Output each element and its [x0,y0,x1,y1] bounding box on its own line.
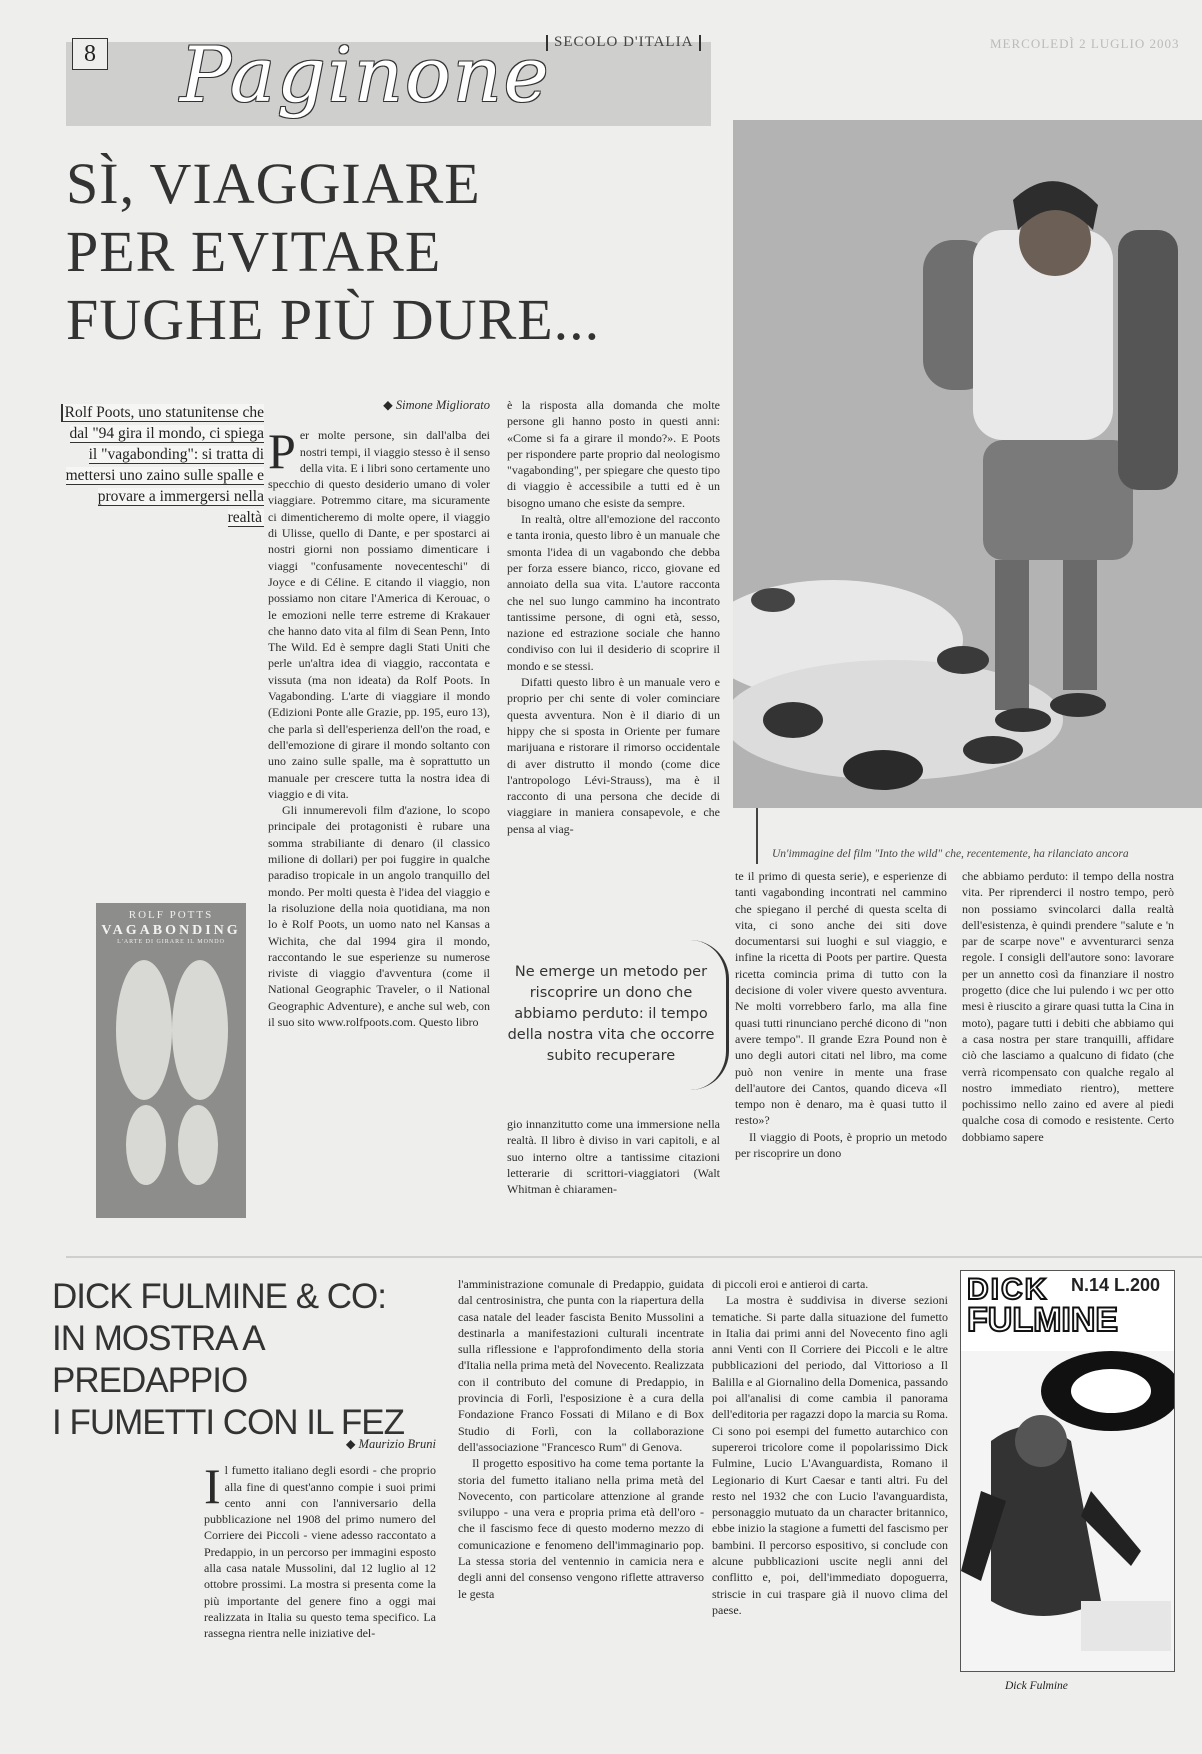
paragraph: gio innanzitutto come una immersione nella realtà. Il libro è diviso in vari capitoli, e al suo interno oltre a tantissime citazioni letterarie di scrittori-viaggiatori (Walt Whitman è chiaramen- [507,1117,720,1197]
paragraph: che abbiamo perduto: il tempo della nostra vita. Per riprenderci il nostro tempo, però non possiamo svincolarci dalla realtà dell'esistenza, è quindi prendere "salute e 'n par de scarpe nove" e avventurarci senza regole. I consigli dell'autore sono: lavorare per un annetto così da finanziare il nostro progetto (dice che lui pulendo i wc per otto mesi è riuscito a girare quasi tutta la Cina in moto), pagare tutti i debiti che abbiamo qui a casa nostra per stare tranquilli, affidare ciò che lasciamo a qualcuno di fidato (che verrà ricompensato con qualche regalo al nostro immediato rientro), mettere pochissimo nello zaino ed avere al piedi qualche cosa di comodo e resistente. Certo dobbiamo sapere [962,869,1174,1144]
book-author: ROLF POTTS [128,909,214,921]
paragraph: l fumetto italiano degli esordi - che proprio alla fine di quest'anno compie i suoi primi cento anni con l'anniversario della pubblicazione nel 1908 del primo numero del Corriere dei Piccoli - viene adesso raccontato a Predappio, in un percorso per immagini esposto alla casa natale Mussolini, dal 12 luglio al 12 ottobre prossimi. La mostra si presenta come la più importante del genere fino a oggi mai realizzata in Italia su questo tema specifico. La rassegna rientra nelle iniziative del- [204,1463,436,1641]
headline-line: FUGHE PIÙ DURE... [66,287,601,352]
paragraph: è la risposta alla domanda che molte persone gli hanno posto in questi anni: «Come si fa a girare il mondo?». E Poots per rispondere parte proprio dal neologismo "vagabonding", per spiegare che questo tipo di viaggio è accessibile a tutti ed è un bisogno umano che esiste da sempre. [507,398,720,510]
paragraph: te il primo di questa serie), e esperienze di tanti vagabonding incontrati nel cammino che spiegano il perché di questa scelta di vita, ci sono anche dei siti dove documentarsi sui luoghi e sul viaggio, e infine la ricetta di Poots per partire. Questa ricetta comincia prima di tutto con la decisione di voler vivere questo avventura. Ne molti vorrebbero farlo, ma alla fine quasi tutti rinunciano perché dicono di "non avere tempo". Il grande Ezra Pound non è uno degli autori citati nel libro, ma come può non venire in mente una frase dell'autore dei Cantos, quando diceva «Il tempo non è denaro, ma è quasi tutto il resto»? [735,869,947,1128]
main-headline [66,150,726,354]
book-title: VAGABONDING [101,923,241,938]
article-photo [733,120,1202,808]
comic-issue: N.14 L.200 [1071,1275,1161,1295]
article-column-1 [268,397,490,1030]
article-column-2-continued [507,1116,720,1197]
book-subtitle: L'ARTE DI GIRARE IL MONDO [117,939,225,945]
comic-title-dick: DICK [967,1273,1049,1306]
comic-hero-illustration [961,1351,1174,1671]
summary-text: Rolf Poots, uno statunitense che dal "94 gira il mondo, ci spiega il "vagabonding": si tratta di mettersi uno zaino sulle spalle e provare a immergersi nella realtà [61,404,264,527]
drop-cap: I [204,1458,221,1515]
hiker-illustration [733,120,1202,808]
second-column-3 [712,1276,948,1618]
paragraph: di piccoli eroi e antieroi di carta. [712,1277,869,1291]
footprints-icon [96,945,246,1205]
paragraph: Il progetto espositivo ha come tema portante la storia del fumetto italiano nella prima metà del Novecento, con particolare attenzione al grande sviluppo - una vera e propria prima età dell'oro - che il fascismo fece di questo moderno mezzo di comunicazione e fenomeno dell'immaginario pop. La stessa storia del ventennio in camicia nera e degli anni del consenso vengono riflette attraverso le gesta [458,1456,704,1601]
article-summary [58,402,264,528]
headline-line: SÌ, VIAGGIARE [66,151,481,216]
article-column-4 [962,868,1174,1145]
paragraph: Gli innumerevoli film d'azione, lo scopo principale dei protagonisti è rubare una somma strabiliante di denaro (il classico milione di dollari) per poi fuggire in qualche paradiso tropicale in un angolo tranquillo del mondo. Per molti questa è l'idea del viaggio e la risoluzione della noia quotidiana, ma non lo è Rolf Poots, un uomo nato nel Kansas a Wichita, che dal 1994 gira il mondo, raccontando le sue esperienze su numerose riviste di viaggio d'avventura (come il National Geographic Traveler, o il National Geographic Adventure), e anche sul web, con il suo sito www.rolfpoots.com. Questo libro [268,803,490,1029]
headline-line: IN MOSTRA A PREDAPPIO [52,1319,263,1400]
book-cover [96,903,246,1218]
paragraph: Difatti questo libro è un manuale vero e proprio per chi sente di voler cominciare questa avventura. Non è il diario di un hippy che si sposta in Oriente per fumare marijuana e ristorare il rimorso occidentale di aver distrutto il mondo (come dice l'antropologo Lévi-Strauss), ma è il racconto di una persona che decide di viaggiare in maniera consapevole, e che pensa al viag- [507,675,720,836]
pullquote: Ne emerge un metodo per riscoprire un dono che abbiamo perduto: il tempo della nostra vita che occorre subito recuperare [507,964,715,1064]
byline: ◆ Simone Migliorato [383,398,490,412]
photo-caption: Un'immagine del film "Into the wild" che, recentemente, ha rilanciato ancora [772,848,1129,860]
paragraph: er molte persone, sin dall'alba dei nostri tempi, il viaggio stesso è il senso della vita. E i libri sono certamente uno specchio di questo desiderio umano di voler viaggiare. Potremmo citare, ma sicuramente ci dimenticheremo di molte opere, il viaggio di Ulisse, quello di Dante, e per spostarci ai nostri giorni non possiamo dimenticare i viaggi "confusamente novecenteschi" di Joyce e di Céline. E citando il viaggio, non possiamo non citare l'America di Kerouac, o le emozioni nelle terre estreme di Krakauer che hanno dato vita al film di Sean Penn, Into The Wild. Ed è sempre dagli Stati Uniti che perle un'altra idea di viaggio, raccontata e vissuta (ma non ideata) da Rolf Poots. In Vagabonding. L'arte di viaggiare il mondo (Edizioni Ponte alle Grazie, pp. 195, euro 13), che parla sì dell'esperienza dell'on the road, e dell'emozione di girare il mondo soltanto con uno zaino sulle spalle, ma è soprattutto un manuale per crescere tutta la nostra idea di viaggio e di vita. [268,428,490,801]
second-column-1 [204,1436,436,1642]
page-number: 8 [72,38,108,70]
section-title: Paginone [180,30,551,119]
second-headline [52,1276,442,1444]
article-column-2 [507,397,720,837]
drop-cap: P [268,423,296,480]
masthead: SECOLO D'ITALIA [540,34,707,51]
caption-rule [756,808,758,864]
comic-cover [960,1270,1175,1672]
headline-line: I FUMETTI CON IL FEZ [52,1403,405,1442]
paragraph: Il viaggio di Poots, è proprio un metodo per riscoprire un dono [735,1129,947,1161]
paragraph: La mostra è suddivisa in diverse sezioni tematiche. Si parte dalla situazione del fumetto in Italia dai primi anni del Novecento fino agli anni Venti con Il Corriere dei Piccoli e le altre pubblicazioni del periodo, dal Vittorioso a Il Balilla e al Giornalino della Domenica, passando poi all'analisi di come cambia il panorama dell'editoria per ragazzi dopo la marcia su Roma. Ci sono poi esempi del fumetto autarchico con supereroi tricolore come il popolarissimo Dick Fulmine, Lucio L'Avanguardista, Romano il Legionario di Kurt Caesar e tanti altri. Fu del resto nel 1932 che con Lucio l'avanguardista, personaggio mutuato da un character britannico, ebbe inizio la stagione a fumetti del fascismo per bambini. Il percorso espositivo, si conclude con alcune pubblicazioni uscite negli anni del conflitto e, poi, dell'immediato dopoguerra, striscie in cui traspare già il nuovo clima del paese. [712,1293,948,1617]
dateline: MERCOLEDÌ 2 LUGLIO 2003 [990,36,1180,51]
headline-line: PER EVITARE [66,219,442,284]
headline-line: DICK FULMINE & CO: [52,1277,386,1316]
byline: ◆ Maurizio Bruni [345,1437,436,1451]
section-divider [66,1256,1202,1258]
article-column-3 [735,868,947,1161]
comic-title-fulmine: FULMINE [967,1301,1119,1339]
paragraph: l'amministrazione comunale di Predappio, guidata dal centrosinistra, che punta con la riapertura della casa natale del leader fascista Benito Mussolini a destinarla a manifestazioni culturali incentrate sulla riflessione e l'approfondimento della storia d'Italia nella prima metà del Novecento. Realizzata con il contributo del comune di Predappio, in provincia di Forlì, l'esposizione è a cura della Fondazione Franco Fossati di Milano e di Box Studio di Forlì, con la collaborazione dell'associazione "Francesco Rum" di Genova. [458,1277,704,1454]
paragraph: In realtà, oltre all'emozione del racconto e tanta ironia, questo libro è un manuale che smonta l'idea di un vagabondo che debba per forza essere bianco, ricco, giovane ed annoiato della sua vita. L'autore racconta che nel suo lungo cammino ha incontrato tantissime persone, di ogni età, sesso, nazione ed estrazione sociale che hanno condiviso con lui il desiderio di scoprire il mondo e se stessi. [507,512,720,673]
second-column-2 [458,1276,704,1602]
comic-caption: Dick Fulmine [1005,1680,1068,1692]
